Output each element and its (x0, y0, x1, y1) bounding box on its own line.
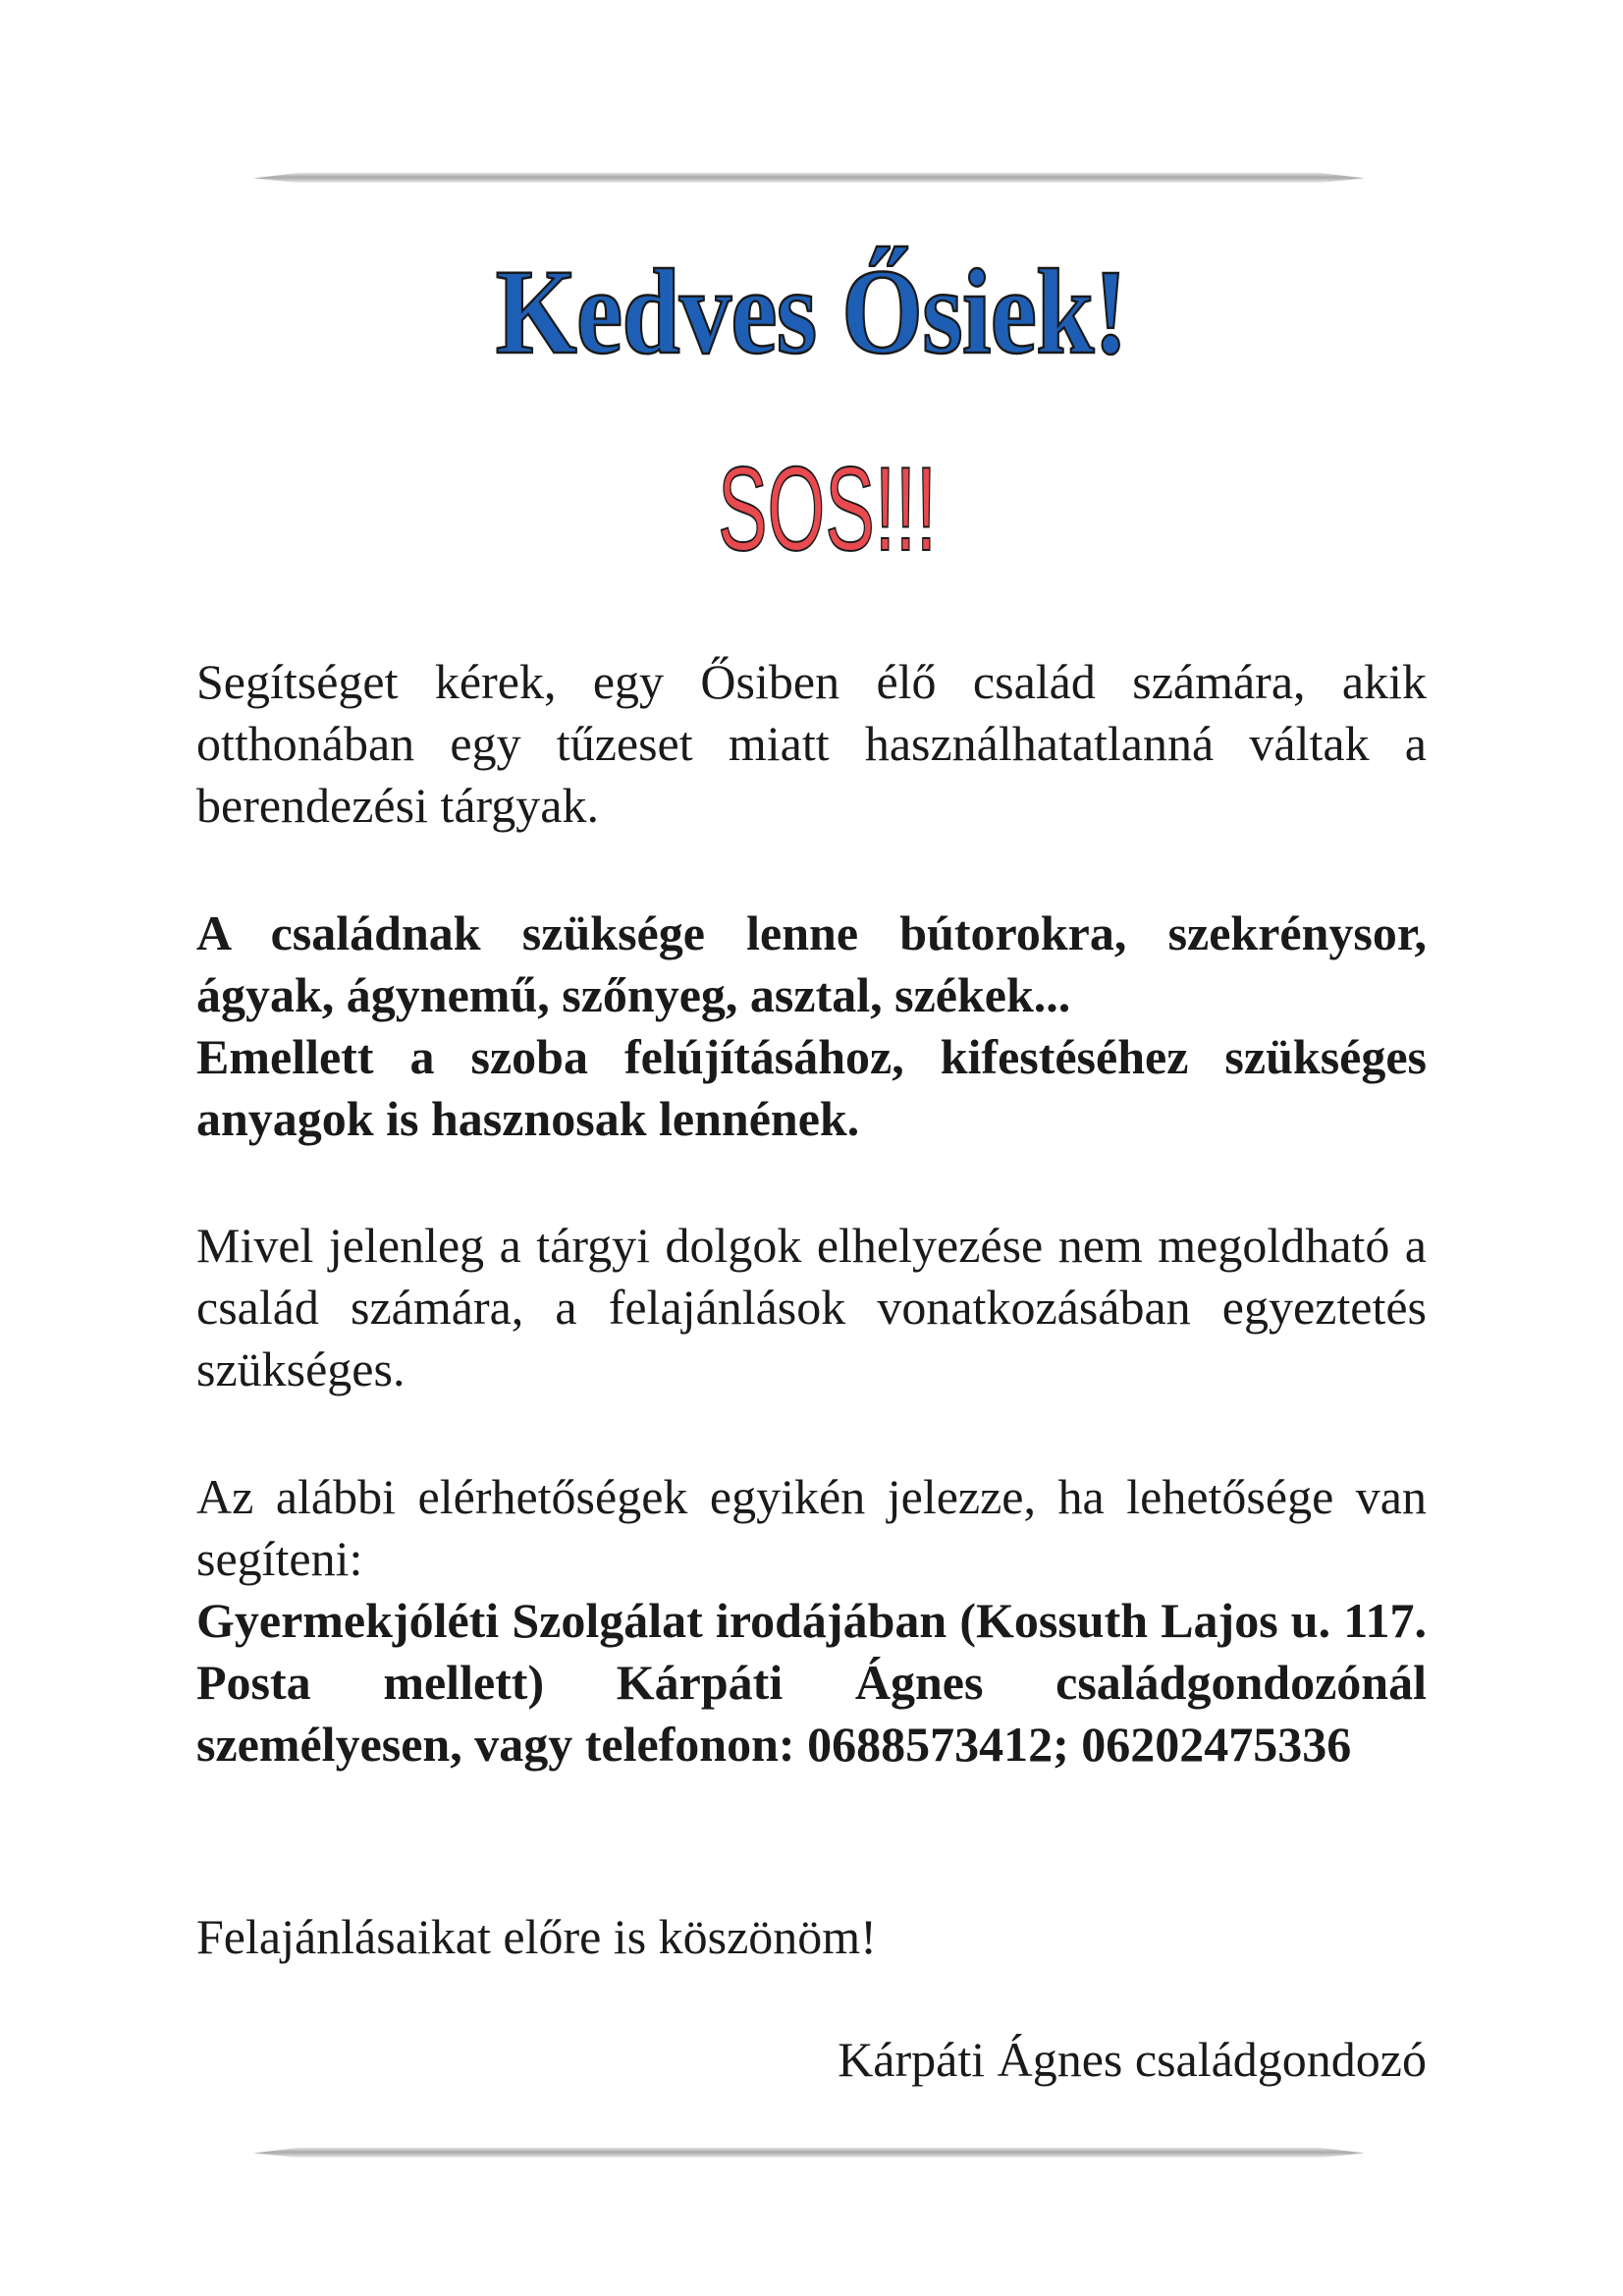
coordination-paragraph: Mivel jelenleg a tárgyi dolgok elhelyezése nem megoldható a család számára, a felajánlások vonatkozásában egyeztetés szükséges. (196, 1218, 1427, 1396)
needs-furniture-text: A családnak szüksége lenne bútorokra, szekrénysor, ágyak, ágynemű, szőnyeg, asztal, székek... (196, 905, 1427, 1022)
top-divider (253, 173, 1365, 183)
signature: Kárpáti Ágnes családgondozó (838, 2032, 1427, 2087)
greeting-heading: Kedves Ősiek! (495, 245, 1128, 379)
bottom-divider (253, 2148, 1365, 2158)
needs-paragraph (196, 902, 1427, 1150)
contact-details-text: Gyermekjóléti Szolgálat irodájában (Kossuth Lajos u. 117. Posta mellett) Kárpáti Ágnes családgondozónál személyesen, vagy telefonon: 0688573412; 06202475336 (196, 1593, 1427, 1772)
closing-text: Felajánlásaikat előre is köszönöm! (196, 1909, 877, 1964)
sos-heading: SOS!!! (718, 442, 937, 575)
contact-paragraph (196, 1466, 1427, 1776)
contact-intro-text: Az alábbi elérhetőségek egyikén jelezze, ha lehetősége van segíteni: (196, 1469, 1427, 1586)
needs-materials-text: Emellett a szoba felújításához, kifestéséhez szükséges anyagok is hasznosak lennének. (196, 1029, 1427, 1146)
request-paragraph: Segítséget kérek, egy Ősiben élő család számára, akik otthonában egy tűzeset miatt használhatatlanná váltak a berendezési tárgyak. (196, 654, 1427, 833)
